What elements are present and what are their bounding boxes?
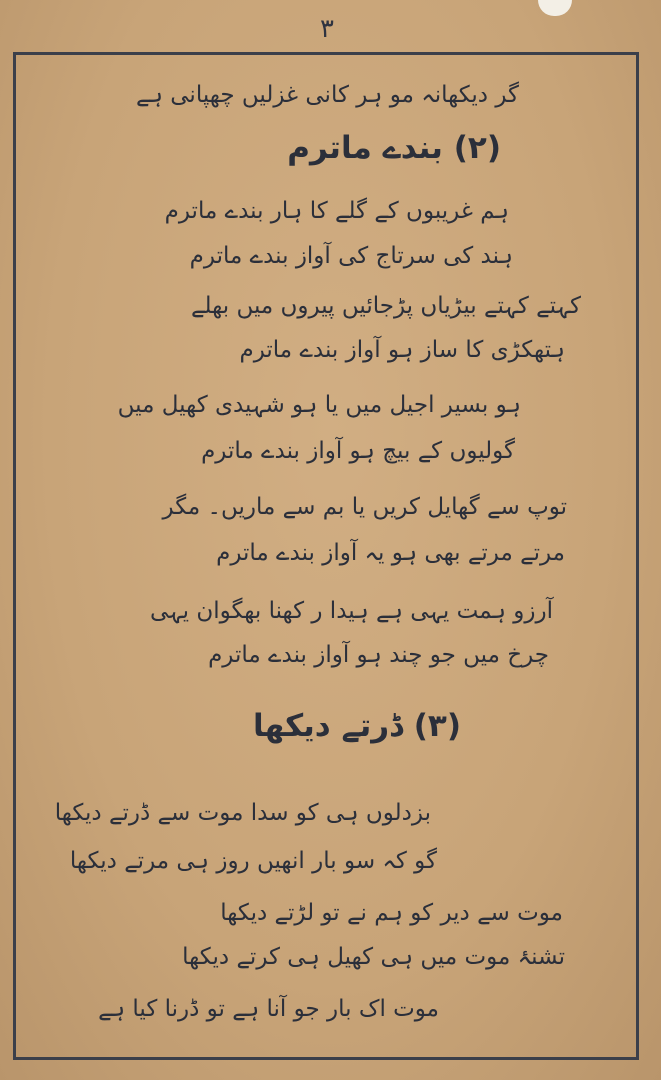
verse-line-1: گر دیکھانہ مو ہر کانی غزلیں چھپانی ہے [135,82,519,108]
verse-line-9: مرتے مرتے بھی ہو یہ آواز بندے ماترم [216,540,565,566]
page-number: ۳ [320,14,334,44]
verse-line-6: ہو بسیر اجیل میں یا ہو شہیدی کھیل میں [117,392,521,418]
verse-line-10: آرزو ہمت یہی ہے ہیدا ر کھنا بھگوان یہی [150,598,553,624]
verse-line-4: کہتے کہتے بیڑیاں پڑجائیں پیروں میں بھلے [191,293,581,319]
verse-line-13: گو کہ سو بار انھیں روز ہی مرتے دیکھا [69,848,437,874]
verse-line-11: چرخ میں جو چند ہو آواز بندے ماترم [208,642,549,668]
verse-line-8: توپ سے گھایل کریں یا بم سے ماریں۔ مگر [162,494,567,520]
section-heading-2: (۲) بندے ماترم [287,130,501,166]
verse-line-16: موت اک بار جو آنا ہے تو ڈرنا کیا ہے [98,996,439,1022]
verse-line-2: ہم غریبوں کے گلے کا ہار بندے ماترم [164,198,509,224]
verse-line-7: گولیوں کے بیچ ہو آواز بندے ماترم [201,438,515,464]
punched-hole [538,0,572,16]
verse-line-12: بزدلوں ہی کو سدا موت سے ڈرتے دیکھا [54,800,431,826]
verse-line-5: ہتھکڑی کا ساز ہو آواز بندے ماترم [239,337,565,363]
verse-line-3: ہند کی سرتاج کی آواز بندے ماترم [189,243,513,269]
section-heading-3: (۳) ڈرتے دیکھا [253,708,461,744]
verse-line-15: تشنۂ موت میں ہی کھیل ہی کرتے دیکھا [182,944,565,970]
verse-line-14: موت سے دیر کو ہم نے تو لڑتے دیکھا [220,900,563,926]
